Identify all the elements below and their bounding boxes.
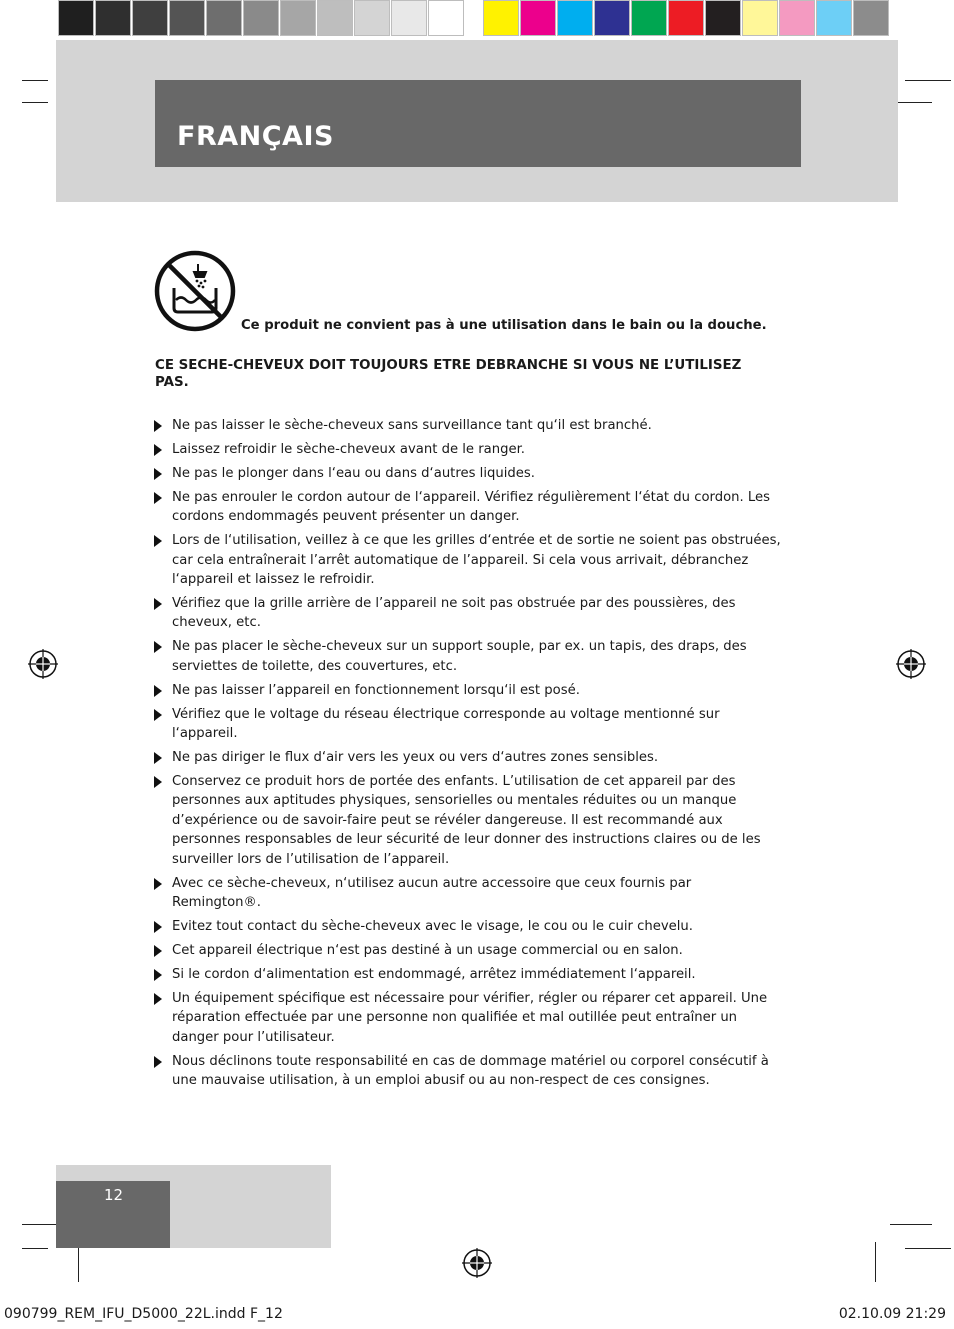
safety-item <box>154 989 784 1048</box>
safety-item <box>154 416 784 436</box>
safety-item-text: Vérifiez que le voltage du réseau électrique corresponde au voltage mentionné sur l‘appareil. <box>172 706 720 742</box>
crop-mark <box>905 80 951 81</box>
color-swatch <box>169 0 205 36</box>
color-swatch <box>243 0 279 36</box>
crop-mark <box>22 102 48 103</box>
color-swatch <box>816 0 852 36</box>
crop-mark <box>875 1242 876 1282</box>
crop-mark <box>905 1248 951 1249</box>
color-swatch <box>742 0 778 36</box>
safety-item <box>154 681 784 701</box>
safety-item-text: Avec ce sèche-cheveux, n‘utilisez aucun autre accessoire que ceux fournis par Remington®. <box>172 875 692 911</box>
triangle-bullet-icon <box>154 878 162 890</box>
triangle-bullet-icon <box>154 752 162 764</box>
unplug-warning-heading: CE SECHE-CHEVEUX DOIT TOUJOURS ETRE DEBRANCHE SI VOUS NE L’UTILISEZ PAS. <box>155 358 742 390</box>
safety-instructions-list <box>154 416 784 1095</box>
safety-item-text: Lors de l‘utilisation, veillez à ce que les grilles d‘entrée et de sortie ne soient pas obstruées, car cela entraînerait l’arrêt automatique de l’appareil. Si cela vous arrivait, débranchez l‘appareil et laissez le refroidir. <box>172 533 781 588</box>
triangle-bullet-icon <box>154 709 162 721</box>
safety-item <box>154 965 784 985</box>
safety-item-text: Nous déclinons toute responsabilité en cas de dommage matériel ou corporel consécutif à une mauvaise utilisation, à un emploi abusif ou au non-respect de ces consignes. <box>172 1053 769 1089</box>
print-slug-date: 02.10.09 21:29 <box>838 1306 946 1322</box>
print-slug-filename: 090799_REM_IFU_D5000_22L.indd F_12 <box>4 1306 283 1322</box>
color-swatch <box>280 0 316 36</box>
safety-item-text: Evitez tout contact du sèche-cheveux avec le visage, le cou ou le cuir chevelu. <box>172 919 693 935</box>
triangle-bullet-icon <box>154 598 162 610</box>
color-swatch <box>132 0 168 36</box>
color-swatch <box>631 0 667 36</box>
color-swatch <box>483 0 519 36</box>
color-swatch <box>317 0 353 36</box>
color-swatch <box>705 0 741 36</box>
safety-item <box>154 531 784 590</box>
triangle-bullet-icon <box>154 776 162 788</box>
safety-item <box>154 772 784 870</box>
bath-warning-text: Ce produit ne convient pas à une utilisation dans le bain ou la douche. <box>241 318 767 333</box>
safety-item-text: Un équipement spécifique est nécessaire pour vérifier, régler ou réparer cet appareil. Une réparation effectuée par une personne non qualifiée et mal outillée peut entraîner un danger pour l’utilisateur. <box>172 990 768 1045</box>
safety-item-text: Ne pas laisser l’appareil en fonctionnement lorsqu‘il est posé. <box>172 682 580 698</box>
safety-item <box>154 874 784 913</box>
triangle-bullet-icon <box>154 468 162 480</box>
triangle-bullet-icon <box>154 444 162 456</box>
safety-item-text: Vérifiez que la grille arrière de l’appareil ne soit pas obstruée par des poussières, des cheveux, etc. <box>172 595 736 631</box>
safety-item <box>154 440 784 460</box>
triangle-bullet-icon <box>154 969 162 981</box>
safety-item-text: Conservez ce produit hors de portée des enfants. L’utilisation de cet appareil par des personnes aux aptitudes physiques, sensorielles ou mentales réduites ou un manque d’expérience ou de savoir-faire peut se révéler dangereuse. Il est recommandé aux personnes responsables de leur sécurité de leur donner des instructions claires ou de les surveiller lors de l’utilisation de l’appareil. <box>172 773 761 867</box>
safety-item-text: Si le cordon d‘alimentation est endommagé, arrêtez immédiatement l‘appareil. <box>172 966 696 982</box>
safety-item <box>154 1052 784 1091</box>
safety-item-text: Ne pas placer le sèche-cheveux sur un support souple, par ex. un tapis, des draps, des serviettes de toilette, des couvertures, etc. <box>172 639 747 674</box>
crop-mark <box>22 80 48 81</box>
crop-mark <box>22 1248 48 1249</box>
color-swatch <box>428 0 464 36</box>
safety-item <box>154 917 784 937</box>
triangle-bullet-icon <box>154 993 162 1005</box>
color-swatch <box>668 0 704 36</box>
safety-item-text: Ne pas enrouler le cordon autour de l‘appareil. Vérifiez régulièrement l‘état du cordon. Les cordons endommagés peuvent présenter un danger. <box>172 489 770 525</box>
safety-item <box>154 637 784 676</box>
triangle-bullet-icon <box>154 685 162 697</box>
triangle-bullet-icon <box>154 420 162 432</box>
safety-item <box>154 705 784 744</box>
registration-mark-icon <box>462 1248 492 1278</box>
color-swatch <box>206 0 242 36</box>
triangle-bullet-icon <box>154 535 162 547</box>
color-calibration-bar <box>483 0 890 39</box>
safety-item <box>154 594 784 633</box>
triangle-bullet-icon <box>154 492 162 504</box>
gray-calibration-bar <box>58 0 465 39</box>
safety-item-text: Ne pas diriger le flux d‘air vers les yeux ou vers d‘autres zones sensibles. <box>172 750 659 766</box>
color-swatch <box>853 0 889 36</box>
color-swatch <box>520 0 556 36</box>
color-swatch <box>779 0 815 36</box>
safety-item <box>154 464 784 484</box>
color-swatch <box>354 0 390 36</box>
triangle-bullet-icon <box>154 945 162 957</box>
triangle-bullet-icon <box>154 641 162 653</box>
color-swatch <box>95 0 131 36</box>
triangle-bullet-icon <box>154 1056 162 1068</box>
color-swatch <box>58 0 94 36</box>
safety-item-text: Laissez refroidir le sèche-cheveux avant de le ranger. <box>172 441 525 457</box>
triangle-bullet-icon <box>154 921 162 933</box>
color-swatch <box>594 0 630 36</box>
safety-item <box>154 748 784 768</box>
safety-item-text: Ne pas le plonger dans l‘eau ou dans d‘autres liquides. <box>172 465 535 481</box>
color-swatch <box>391 0 427 36</box>
safety-item-text: Cet appareil électrique n‘est pas destiné à un usage commercial ou en salon. <box>172 943 683 959</box>
page-number: 12 <box>104 1186 124 1204</box>
safety-item <box>154 941 784 961</box>
no-bath-shower-icon <box>154 250 236 332</box>
safety-item <box>154 488 784 527</box>
color-swatch <box>557 0 593 36</box>
registration-mark-icon <box>896 649 926 679</box>
registration-mark-icon <box>28 649 58 679</box>
crop-mark <box>890 1224 932 1225</box>
crop-mark <box>78 1242 79 1282</box>
page-title: FRANÇAIS <box>177 121 334 152</box>
safety-item-text: Ne pas laisser le sèche-cheveux sans surveillance tant qu‘il est branché. <box>172 418 652 433</box>
